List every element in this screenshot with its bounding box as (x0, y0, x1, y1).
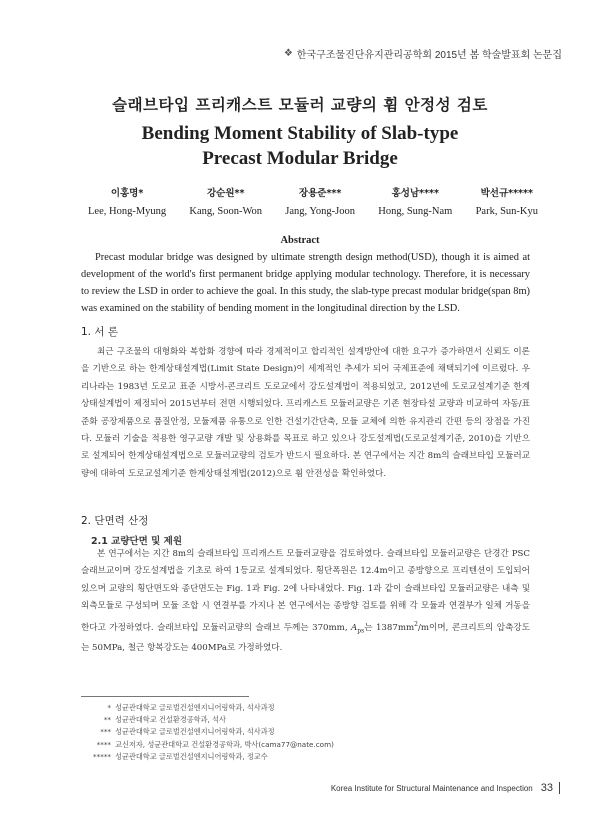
footnotes (81, 702, 531, 763)
author (378, 185, 452, 221)
section2-text-c: /m이며, 콘크리트의 압축강도는 50MPa, 철근 항복강도는 400MPa로 가정하였다. (81, 622, 531, 653)
author-list (88, 185, 538, 221)
footnote-mark: ***** (93, 751, 111, 761)
author (189, 185, 262, 221)
abstract-heading: Abstract (280, 235, 320, 246)
footer-divider (559, 782, 560, 794)
section2-text-a: 본 연구에서는 지간 8m의 슬래브타입 프리캐스트 모듈러교량을 검토하였다. 슬래브타입 모듈러교량은 단경간 PSC 슬래브교이며 강도설계법을 기초로 하여 1등교로 설계되었다. 횡단폭원은 12.4m이고 종방향으로 프리텐션이 도입되어 있으며 교량의 횡단면도와 종단면도는 Fig. 1과 Fig. 2에 나타내었다. Fig. 1과 같이 슬래브타입 모듈러교량은 내측 및 외측모듈로 구성되며 모듈 조합 시 연결부를 가지나 본 연구에서는 종방향 검토를 위해 각 모듈과 연결부가 일체 거동을 한다고 가정하였다. 슬래브타입 모듈러교량의 슬래브 두께는 370mm, (81, 549, 530, 633)
author-name-ko: 박선규***** (480, 188, 533, 199)
footnote (81, 726, 531, 738)
subsection-heading: 2.1 교량단면 및 제원 (91, 536, 182, 547)
author (88, 185, 166, 221)
page-number: 33 (540, 782, 553, 794)
footnote-mark: *** (100, 727, 111, 737)
footnote-mark: * (107, 703, 111, 712)
author-name-en: Hong, Sung-Nam (378, 206, 453, 217)
book-mark-icon: ❖ (283, 48, 293, 59)
footnote-text: 성균관대학교 글로벌건설엔지니어링학과, 석사과정 (115, 727, 275, 737)
author-name-en: Kang, Soon-Won (189, 206, 263, 217)
footer-institute: Korea Institute for Structural Maintenance and Inspection (330, 783, 533, 793)
author-name-ko: 장용준*** (298, 188, 342, 199)
footnote (81, 702, 531, 714)
section2-body (81, 546, 530, 657)
author-name-en: Jang, Yong-Joon (285, 206, 356, 217)
author-name-ko: 강순원** (206, 188, 245, 199)
page-footer (331, 782, 560, 794)
footnote (81, 739, 531, 751)
author (285, 185, 355, 221)
footnote-text: 성균관대학교 글로벌건설엔지니어링학과, 석사과정 (115, 703, 275, 712)
aps-subscript: ps (357, 627, 365, 635)
footnote-text: 성균관대학교 글로벌건설엔지니어링학과, 정교수 (115, 751, 268, 761)
footnote-text: 성균관대학교 건설환경공학과, 석사 (115, 715, 227, 725)
area-superscript: 2 (414, 620, 418, 628)
introduction-body (81, 344, 530, 483)
footnote (81, 714, 531, 726)
author-name-en: Lee, Hong-Myung (88, 206, 167, 217)
author-name-ko: 홍성남**** (391, 188, 439, 199)
title-english-line2: Precast Modular Bridge (202, 148, 398, 169)
header-text: 한국구조물진단유지관리공학회 2015년 봄 학술발표회 논문집 (296, 50, 562, 61)
section2-paragraph (81, 546, 530, 657)
footnote-text: 교신저자, 성균관대학교 건설환경공학과, 박사(cama77@nate.com) (115, 739, 334, 749)
section2-text-b: 는 1387mm (364, 622, 415, 633)
footnote-mark: ** (103, 715, 111, 725)
title-korean: 슬래브타입 프리캐스트 모듈러 교량의 휨 안정성 검토 (112, 96, 488, 114)
section-heading-introduction: 1. 서 론 (81, 326, 118, 338)
author (476, 185, 538, 221)
section-heading-forces: 2. 단면력 산정 (81, 515, 149, 527)
author-name-en: Park, Sun-Kyu (475, 206, 538, 217)
abstract-text: Precast modular bridge was designed by ultimate strength design method(USD), though it is aimed at development of the world's first permanent bridge applying modular technology. Therefore, it is necessary to review the LSD in order to achieve the goal. In this study, the slab-type precast modular bridge(span 8m) was examined on the stability of bending moment in the longitudinal direction by the LSD. (81, 252, 530, 314)
aps-symbol: A (351, 622, 358, 633)
footnote-mark: **** (96, 739, 111, 749)
title-english-line1: Bending Moment Stability of Slab-type (141, 123, 459, 144)
footnote-divider (81, 696, 249, 697)
introduction-paragraph: 최근 구조물의 대형화와 복합화 경향에 따라 경제적이고 합리적인 설계방안에 대한 요구가 증가하면서 신뢰도 이론을 기반으로 하는 한계상태설계법(Limit State Design)이 세계적인 추세가 되어 국제표준에 채택되기에 이르렀다. 우리나라는 1983년 도로교 표준 시방서-콘크리트 도로교에서 강도설계법이 적용되었고, 2012년에 도로교설계기준 한계상태설계법이 제정되어 2015년부터 전면 시행되었다. 프리캐스트 모듈러교량은 기존 현장타설 교량과 비교하여 자동/표준화 공장제품으로 품질안정, 모듈제품 유통으로 인한 건설기간단축, 모듈 교체에 의한 유지관리 간편 등의 장점을 가진다. 모듈러 기술을 적용한 영구교량 개발 및 상용화를 목표로 하고 있으나 강도설계법(도로교설계기준, 2010)을 기반으로 설계되어 한계상태설계법으로 모듈러교량의 검토가 반드시 필요하다. 본 연구에서는 지간 8m의 슬래브타입 모듈러교량에 대하여 도로교설계기준 한계상태설계법(2012)으로 휨 안전성을 확인하였다. (81, 347, 530, 479)
footnote (81, 751, 531, 763)
abstract-body (81, 249, 530, 317)
author-name-ko: 이홍명* (110, 188, 144, 199)
proceedings-header (284, 46, 562, 61)
